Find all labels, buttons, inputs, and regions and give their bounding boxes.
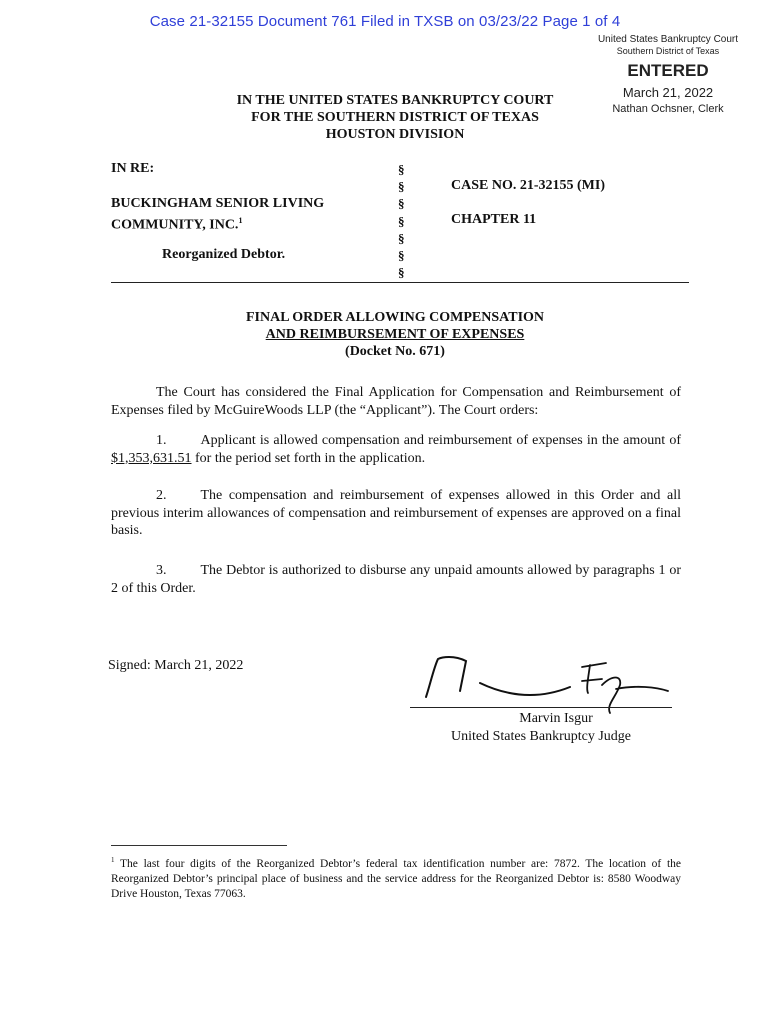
paragraph-text: The Debtor is authorized to disburse any unpaid amounts allowed by paragraphs 1 or 2 of this Order. xyxy=(111,563,681,596)
debtor-role: Reorganized Debtor. xyxy=(162,247,286,262)
entered-district: Southern District of Texas xyxy=(616,46,720,56)
caption-line: FOR THE SOUTHERN DISTRICT OF TEXAS xyxy=(251,110,539,125)
debtor-name-line-text: COMMUNITY, INC. xyxy=(111,217,239,233)
intro-paragraph xyxy=(111,384,681,419)
footnote-divider xyxy=(111,845,287,846)
title-line xyxy=(150,326,640,343)
footnote-ref: 1 xyxy=(238,216,243,225)
section-mark: § xyxy=(398,162,405,177)
entered-clerk: Nathan Ochsner, Clerk xyxy=(612,103,724,115)
judge-name: Marvin Isgur xyxy=(519,711,593,726)
filing-stamp: Case 21-32155 Document 761 Filed in TXSB on 03/23/22 Page 1 of 4 xyxy=(149,13,621,30)
section-marks xyxy=(398,161,405,281)
chapter: CHAPTER 11 xyxy=(451,212,537,227)
judge-block xyxy=(410,710,672,746)
footnote xyxy=(111,853,681,902)
signature-line xyxy=(410,707,672,708)
entered-date: March 21, 2022 xyxy=(622,85,714,100)
footnote-text: The last four digits of the Reorganized Debtor’s federal tax identification number are: 7872. The location of the Reorganized Debtor’s principal place of business and the service address for the Reorganized Debtor is: 8580 Woodway Drive Houston, Texas 77063. xyxy=(111,857,681,900)
paragraph-number: 1. xyxy=(156,433,167,448)
case-number: CASE NO. 21-32155 (MI) xyxy=(451,178,605,193)
entered-stamp xyxy=(588,34,748,116)
caption-divider xyxy=(111,282,689,283)
paragraph-number: 3. xyxy=(156,563,167,578)
paragraph-3 xyxy=(111,562,681,597)
intro-text: The Court has considered the Final Application for Compensation and Reimbursement of Expenses filed by McGuireWoods LLP (the “Applicant”). The Court orders: xyxy=(111,385,681,418)
court-caption xyxy=(200,92,590,143)
entered-court: United States Bankruptcy Court xyxy=(597,34,739,45)
paragraph-text: for the period set forth in the application. xyxy=(191,450,426,466)
footnote-marker: 1 xyxy=(111,856,115,864)
docket-reference: (Docket No. 671) xyxy=(345,344,445,359)
section-mark: § xyxy=(398,230,405,246)
judge-title: United States Bankruptcy Judge xyxy=(450,729,632,744)
title-line: FINAL ORDER ALLOWING COMPENSATION xyxy=(245,310,545,325)
entered-status: ENTERED xyxy=(627,61,709,80)
section-mark: § xyxy=(398,213,405,229)
caption-line: HOUSTON DIVISION xyxy=(325,127,465,142)
debtor-name-line: BUCKINGHAM SENIOR LIVING xyxy=(111,196,325,211)
title-line-underlined: AND REIMBURSEMENT OF EXPENSES xyxy=(265,327,525,342)
caption-line: IN THE UNITED STATES BANKRUPTCY COURT xyxy=(236,93,554,108)
section-mark: § xyxy=(398,196,405,212)
paragraph-2 xyxy=(111,487,681,540)
in-re-label: IN RE: xyxy=(111,161,155,176)
paragraph-1 xyxy=(111,432,681,467)
section-mark: § xyxy=(398,265,405,281)
debtor-name xyxy=(111,195,324,234)
section-mark: § xyxy=(398,248,405,264)
order-title xyxy=(150,309,640,360)
paragraph-text: Applicant is allowed compensation and reimbursement of expenses in the amount of xyxy=(200,433,681,448)
debtor-name-line xyxy=(111,212,324,234)
signed-date: Signed: March 21, 2022 xyxy=(108,658,244,673)
compensation-amount: $1,353,631.51 xyxy=(111,450,192,466)
paragraph-number: 2. xyxy=(156,488,167,503)
section-mark: § xyxy=(398,179,405,195)
paragraph-text: The compensation and reimbursement of expenses allowed in this Order and all previous interim allowances of compensation and reimbursement of expenses are approved on a final basis. xyxy=(111,488,681,538)
